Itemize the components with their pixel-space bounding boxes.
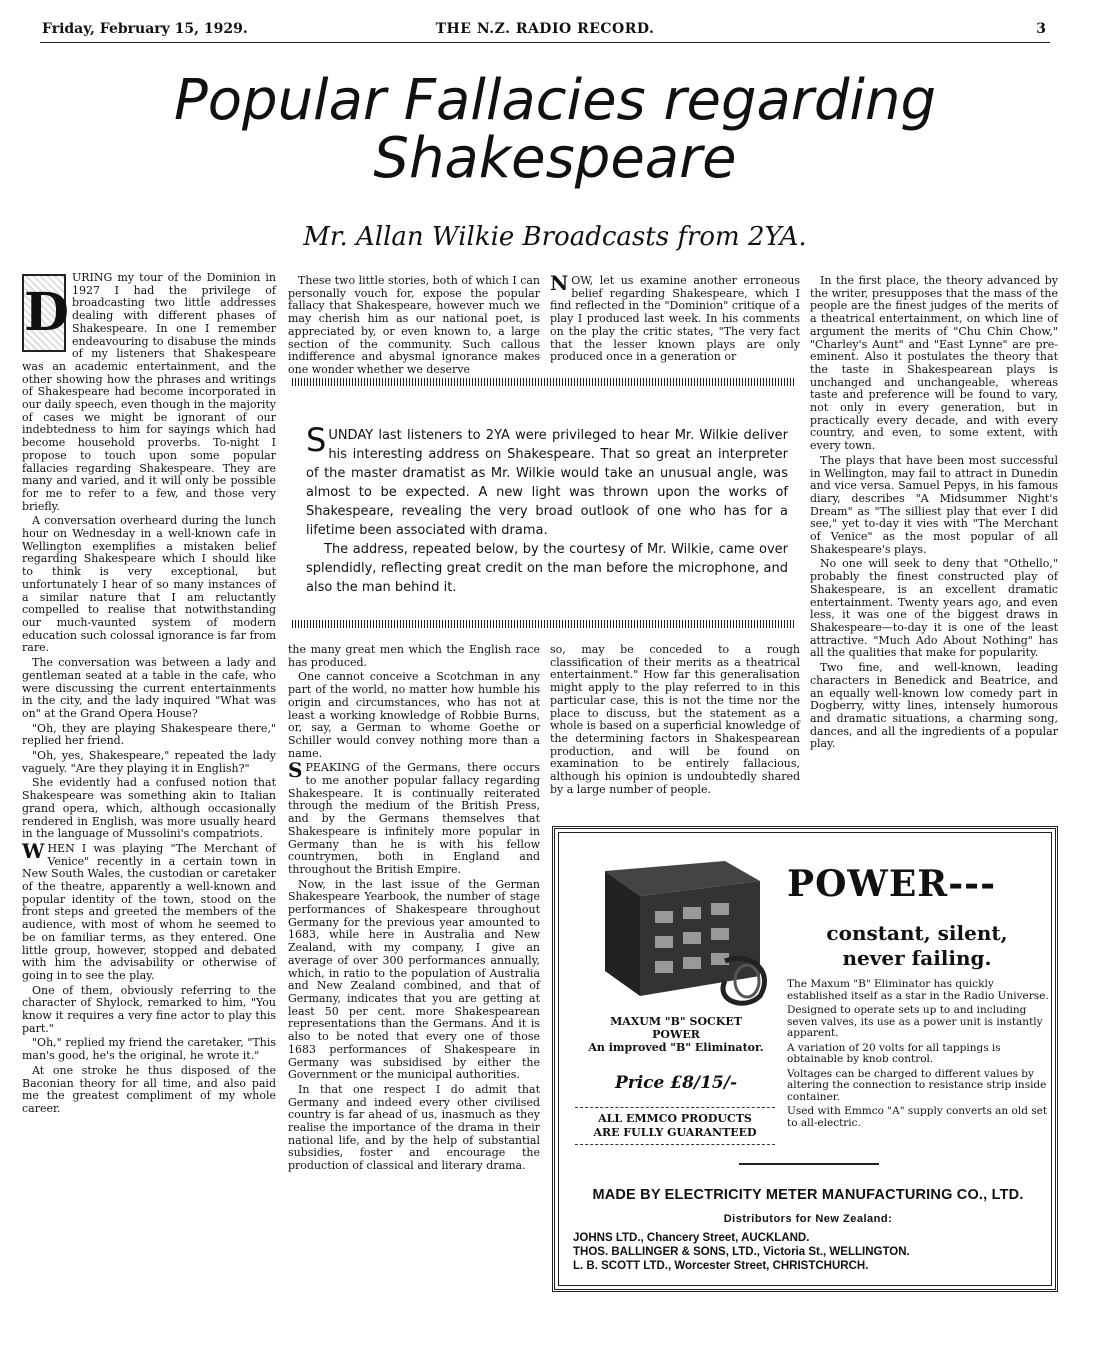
paragraph: so, may be conceded to a rough classification of their merits as a theatrical entertainment." How far this generalisation might apply to the play referred to in this particular case, this is not the time nor the place to discuss, but the statement as a whole is based on a superficial knowledge of the determining factors in Shakespearean production, and will be found on examination to be entirely fallacious, although his opinion is undoubtedly shared by a large number of people. bbox=[550, 643, 800, 796]
eliminator-product-image bbox=[575, 851, 775, 1011]
paragraph: A conversation overheard during the lunch hour on Wednesday in a well-known cafe in Wellington exemplifies a mistaken belief regarding Shakespeare which I should like to think is very exceptional, but unfortunately I hear of so many instances of a similar nature that I am reluctantly compelled to realise that notwithstanding our much-vaunted system of modern education such colossal ignorance is far from rare. bbox=[22, 514, 276, 655]
distributor-addresses: JOHNS LTD., Chancery Street, AUCKLAND. THOS. BALLINGER & SONS, LTD., Victoria St., WELLINGTON. L. B. SCOTT LTD., Worcester Street, CHRISTCHURCH. bbox=[573, 1232, 910, 1272]
page-header bbox=[40, 20, 1050, 43]
column-3-top bbox=[550, 271, 800, 367]
paragraph: Now, in the last issue of the German Shakespeare Yearbook, the number of stage performances of Shakespeare throughout Germany for the previous year amounted to 1683, while here in Australia and New Zealand, with my company, I give an average of over 300 performances annually, which, in ratio to the population of Australia and New Zealand combined, and that of Germany, indicates that you are getting at least 50 per cent. more Shakespearean representations than the Germans. And it is also to be noted that every one of those 1683 performances of Shakespeare in Germany was subsidised by either the Government or the municipal authorities. bbox=[288, 877, 540, 1082]
divider bbox=[739, 1163, 879, 1165]
column-4 bbox=[810, 275, 1058, 823]
column-2-top bbox=[288, 274, 540, 376]
issue-date: Friday, February 15, 1929. bbox=[42, 21, 248, 37]
paragraph: the many great men which the English race has produced. bbox=[288, 643, 540, 669]
paragraph: At one stroke he thus disposed of the Baconian theory for all time, and also paid me the greatest compliment of my whole career. bbox=[22, 1063, 276, 1115]
intro-paragraph: The address, repeated below, by the courtesy of Mr. Wilkie, came over splendidly, reflecting great credit on the man before the microphone, and also the man behind it. bbox=[306, 542, 788, 595]
paragraph: These two little stories, both of which I can personally vouch for, expose the popular fallacy that Shakespeare, however much we may cherish him as our national poet, is appreciated by, or even known to, a large section of the community. Such callous indifference and abysmal ignorance makes one wonder whether we deserve bbox=[288, 274, 540, 376]
publication-name: THE N.Z. RADIO RECORD. bbox=[435, 21, 655, 37]
paragraph: In that one respect I do admit that Germany and indeed every other civilised country is far ahead of us, inasmuch as they realise the importance of the drama in their national life, and by the help of substantial subsidies, foster and encourage the production of classical and literary drama. bbox=[288, 1082, 540, 1173]
decorative-rule bbox=[292, 620, 796, 628]
paragraph: In the first place, the theory advanced by the writer, presupposes that the mass of the people are the finest judges of the merits of a theatrical entertainment, on which line of argument the merits of "Chu Chin Chow," "Charley's Aunt" and "East Lynne" are pre-eminent. Also it postulates the theory that the taste in Shakespearean plays is unchanged and unchangeable, whereas taste and preference will be found to vary, not only in every generation, but in practically every decade, and with every country, and even, to some extent, with every town. bbox=[810, 274, 1058, 453]
drop-cap: D bbox=[22, 274, 66, 352]
article-subtitle: Mr. Allan Wilkie Broadcasts from 2YA. bbox=[303, 222, 807, 252]
paragraph: The plays that have been most successful in Wellington, may fail to attract in Dunedin and vice versa. Samuel Pepys, in his famous diary, describes "A Midsummer Night's Dream" as "The silliest play that ever I did see," yet to-day it vies with "The Merchant of Venice" as the most popular of all Shakespeare's plays. bbox=[810, 453, 1058, 556]
distributors-heading: Distributors for New Zealand: bbox=[723, 1213, 893, 1225]
paragraph: "Oh, yes, Shakespeare," repeated the lady vaguely. "Are they playing it in English?" bbox=[22, 749, 276, 775]
product-name: MAXUM "B" SOCKET POWER An improved "B" Eliminator. bbox=[588, 1015, 764, 1054]
paragraph: The conversation was between a lady and gentleman seated at a table in the cafe, who were discussing the current entertainments in the city, and the lady inquired "What was on" at the Grand Opera House? bbox=[22, 656, 276, 720]
column-3-bottom bbox=[550, 644, 800, 824]
paragraph: NOW, let us examine another erroneous belief regarding Shakespeare, which I find reflected in the "Dominion" critique of a play I produced last week. In his comments on the play the critic states, "The very fact that the lesser known plays are only produced once in a generation or bbox=[550, 271, 800, 364]
paragraph: One cannot conceive a Scotchman in any part of the world, no matter how humble his origin and circumstances, who has not at least a working knowledge of Robbie Burns, or, say, a German to whome Goethe or Schiller would convey nothing more than a name. bbox=[288, 670, 540, 760]
paragraph: She evidently had a confused notion that Shakespeare was something akin to Italian grand opera, which, although occasionally rendered in English, was more usually heard in the language of Mussolini's compatriots. bbox=[22, 776, 276, 841]
decorative-rule bbox=[292, 378, 796, 386]
ad-headline: POWER--- bbox=[787, 863, 997, 905]
product-price: Price £8/15/- bbox=[614, 1073, 738, 1093]
intro-box bbox=[306, 421, 788, 597]
article-title bbox=[40, 68, 1070, 191]
paragraph: Two fine, and well-known, leading characters in Benedick and Beatrice, and an equally well-known low comedy part in Dogberry, witty lines, intensely humorous and dramatic situations, a charming song, dances, and all the ingredients of a popular play. bbox=[810, 661, 1058, 751]
manufacturer: MADE BY ELECTRICITY METER MANUFACTURING CO., LTD. bbox=[592, 1187, 1024, 1203]
guarantee-note: ALL EMMCO PRODUCTS ARE FULLY GUARANTEED bbox=[575, 1107, 775, 1145]
ad-tagline: constant, silent, never failing. bbox=[826, 921, 1008, 970]
paragraph: SPEAKING of the Germans, there occurs to me another popular fallacy regarding Shakespeare. It is continually reiterated through the medium of the British Press, and by the Germans themselves that Shakespeare is infinitely more popular in Germany than he is with his fellow countrymen, both in England and throughout the British Empire. bbox=[288, 758, 540, 876]
paragraph: "Oh," replied my friend the caretaker, "This man's good, he's the original, he wrote it." bbox=[22, 1036, 276, 1063]
column-1 bbox=[22, 272, 276, 1302]
title-line-2: Shakespeare bbox=[373, 126, 737, 191]
advertisement bbox=[552, 826, 1058, 1292]
paragraph: No one will seek to deny that "Othello," probably the finest constructed play of Shakespeare, is an excellent dramatic entertainment. Twenty years ago, and even less, it was one of the biggest draws in Shakespeare—to-day it is one of the least attractive. "Much Ado About Nothing" has all the qualities that make for popularity. bbox=[810, 557, 1058, 660]
opening-paragraph: D URING my tour of the Dominion in 1927 I had the privilege of broadcasting two little addresses dealing with different phases of Shakespeare. In one I remember endeavouring to disabuse the minds of my listeners that Shakespeare was an academic entertainment, and the other showing how the phrases and writings of Shakespeare had become incorporated in our daily speech, even though in the majority of cases we might be ignorant of our indebtedness to him for sayings which had become household proverbs. To-night I propose to touch upon some popular fallacies regarding Shakespeare. They are many and varied, and it will only be possible for me to refer to a few, and those very briefly. bbox=[22, 271, 276, 513]
title-line-1: Popular Fallacies regarding bbox=[173, 68, 936, 133]
paragraph: WHEN I was playing "The Merchant of Venice" recently in a certain town in New South Wales, the custodian or caretaker of the theatre, apparently a well-known and popular identity of the town, stood on the front steps and greeted the members of the audience, with most of whom he seemed to be on familiar terms, as they entered. One little group, however, stopped and debated with him the advisability or otherwise of going in to see the play. bbox=[22, 838, 276, 982]
ad-description: The Maxum "B" Eliminator has quickly established itself as a star in the Radio Universe. Designed to operate sets up to and including seven valves, its use as a power unit is instantly apparent. A variation of 20 volts for all tappings is obtainable by knob control. Voltages can be charged to different values by altering the connection to resistance strip inside container. Used with Emmco "A" supply converts an old set to all-electric. bbox=[787, 978, 1049, 1129]
paragraph: One of them, obviously referring to the character of Shylock, remarked to him, "You know it requires a very fine actor to play this part." bbox=[22, 983, 276, 1035]
paragraph: "Oh, they are playing Shakespeare there," replied her friend. bbox=[22, 721, 276, 748]
intro-paragraph: SUNDAY last listeners to 2YA were privileged to hear Mr. Wilkie deliver his interesting address on Shakespeare. That so great an interpreter of the master dramatist as Mr. Wilkie would take an unusual angle, was almost to be expected. A new light was thrown upon the works of Shakespeare, revealing the very broad outlook of one who has for a lifetime been associated with drama. bbox=[306, 421, 788, 538]
page-number: 3 bbox=[1036, 21, 1046, 37]
column-2-bottom bbox=[288, 644, 540, 1304]
